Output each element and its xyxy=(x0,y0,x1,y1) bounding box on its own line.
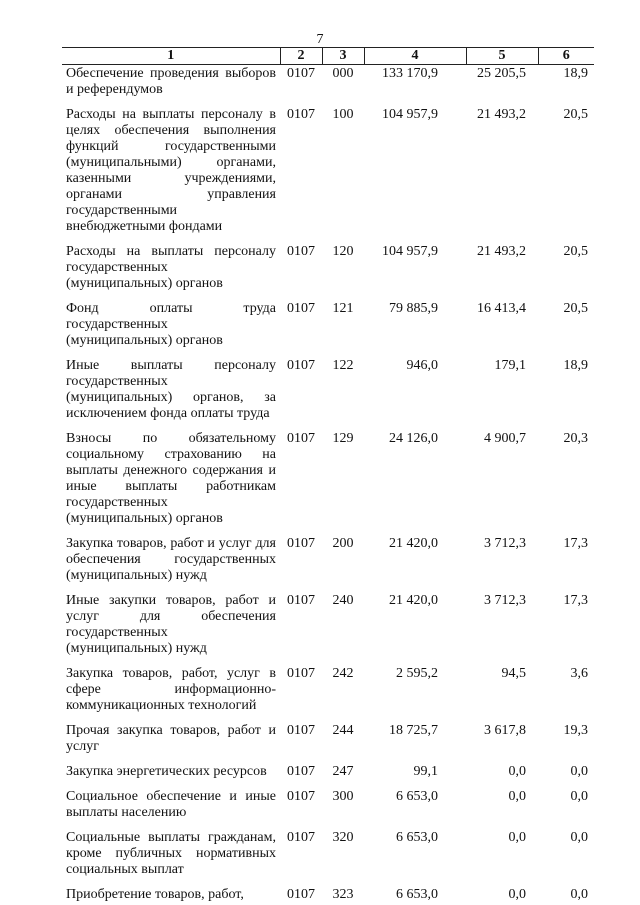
header-row xyxy=(62,48,594,65)
row-name: Расходы на выплаты персоналу государственных (муниципальных) органов xyxy=(66,244,276,291)
row-col-6: 18,9 xyxy=(563,358,588,373)
row-name: Расходы на выплаты персоналу в целях обеспечения выполнения функций государственными (муниципальными) органами, казенными учреждениями, органами управления государственными внебюджетными фондами xyxy=(66,107,276,234)
row-col-5: 4 900,7 xyxy=(484,431,526,446)
row-col-4: 104 957,9 xyxy=(382,107,438,122)
row-col-3: 323 xyxy=(332,887,354,902)
table-row xyxy=(62,422,594,527)
row-col-3: 244 xyxy=(332,723,354,738)
row-name: Фонд оплаты труда государственных (муниципальных) органов xyxy=(66,301,276,348)
row-col-5: 0,0 xyxy=(508,830,526,845)
row-col-2: 0107 xyxy=(287,723,315,738)
table-row xyxy=(62,98,594,235)
row-col-2: 0107 xyxy=(287,830,315,845)
row-col-6: 20,5 xyxy=(563,107,588,122)
row-col-2: 0107 xyxy=(287,887,315,902)
row-col-4: 6 653,0 xyxy=(396,830,438,845)
row-name: Закупка энергетических ресурсов xyxy=(66,764,267,779)
row-col-5: 0,0 xyxy=(508,764,526,779)
row-col-3: 200 xyxy=(332,536,354,551)
row-col-4: 6 653,0 xyxy=(396,789,438,804)
row-col-4: 104 957,9 xyxy=(382,244,438,259)
table-row xyxy=(62,878,594,903)
row-col-4: 133 170,9 xyxy=(382,66,438,81)
row-col-6: 20,5 xyxy=(563,301,588,316)
row-col-5: 0,0 xyxy=(508,789,526,804)
row-col-3: 120 xyxy=(332,244,354,259)
table-row xyxy=(62,584,594,657)
row-col-5: 21 493,2 xyxy=(477,244,526,259)
row-col-4: 946,0 xyxy=(406,358,438,373)
row-col-5: 25 205,5 xyxy=(477,66,526,81)
row-col-4: 21 420,0 xyxy=(389,536,438,551)
table-row xyxy=(62,349,594,422)
header-col-5: 5 xyxy=(466,48,538,65)
row-col-4: 99,1 xyxy=(413,764,438,779)
row-col-2: 0107 xyxy=(287,536,315,551)
row-col-3: 129 xyxy=(332,431,354,446)
table-header xyxy=(62,48,594,65)
row-col-5: 3 712,3 xyxy=(484,593,526,608)
row-col-5: 3 617,8 xyxy=(484,723,526,738)
row-col-4: 6 653,0 xyxy=(396,887,438,902)
row-col-6: 17,3 xyxy=(563,536,588,551)
table-row xyxy=(62,821,594,878)
row-name: Социальное обеспечение и иные выплаты населению xyxy=(66,789,276,820)
row-col-4: 2 595,2 xyxy=(396,666,438,681)
row-col-6: 0,0 xyxy=(570,789,588,804)
row-col-2: 0107 xyxy=(287,244,315,259)
row-col-2: 0107 xyxy=(287,358,315,373)
table-row xyxy=(62,755,594,780)
table-row xyxy=(62,527,594,584)
row-col-2: 0107 xyxy=(287,301,315,316)
table-row xyxy=(62,65,594,99)
row-col-3: 121 xyxy=(332,301,354,316)
row-name: Иные закупки товаров, работ и услуг для обеспечения государственных (муниципальных) нужд xyxy=(66,593,276,656)
row-col-6: 0,0 xyxy=(570,887,588,902)
table-row xyxy=(62,235,594,292)
table-row xyxy=(62,714,594,755)
row-col-2: 0107 xyxy=(287,593,315,608)
row-col-3: 300 xyxy=(332,789,354,804)
row-col-6: 3,6 xyxy=(570,666,588,681)
row-col-6: 0,0 xyxy=(570,830,588,845)
row-col-3: 320 xyxy=(332,830,354,845)
row-col-2: 0107 xyxy=(287,107,315,122)
header-col-3: 3 xyxy=(322,48,364,65)
row-col-2: 0107 xyxy=(287,789,315,804)
table-body xyxy=(62,65,594,904)
row-col-5: 0,0 xyxy=(508,887,526,902)
row-col-6: 20,5 xyxy=(563,244,588,259)
row-name: Прочая закупка товаров, работ и услуг xyxy=(66,723,276,754)
row-col-5: 16 413,4 xyxy=(477,301,526,316)
row-name: Взносы по обязательному социальному страхованию на выплаты денежного содержания и иные выплаты работникам государственных (муниципальных) органов xyxy=(66,431,276,526)
page-number: 7 xyxy=(316,32,324,47)
row-col-2: 0107 xyxy=(287,764,315,779)
row-col-6: 19,3 xyxy=(563,723,588,738)
row-col-5: 3 712,3 xyxy=(484,536,526,551)
row-name: Закупка товаров, работ, услуг в сфере информационно-коммуникационных технологий xyxy=(66,666,276,713)
row-col-3: 122 xyxy=(332,358,354,373)
row-name: Приобретение товаров, работ, xyxy=(66,887,244,902)
row-col-4: 24 126,0 xyxy=(389,431,438,446)
row-col-2: 0107 xyxy=(287,66,315,81)
row-col-5: 179,1 xyxy=(494,358,526,373)
row-col-2: 0107 xyxy=(287,431,315,446)
header-col-4: 4 xyxy=(364,48,466,65)
row-col-4: 79 885,9 xyxy=(389,301,438,316)
row-col-5: 21 493,2 xyxy=(477,107,526,122)
row-col-5: 94,5 xyxy=(501,666,526,681)
row-name: Закупка товаров, работ и услуг для обеспечения государственных (муниципальных) нужд xyxy=(66,536,276,583)
row-name: Социальные выплаты гражданам, кроме публичных нормативных социальных выплат xyxy=(66,830,276,877)
header-col-1: 1 xyxy=(62,48,280,65)
row-col-6: 17,3 xyxy=(563,593,588,608)
row-col-3: 100 xyxy=(332,107,354,122)
row-col-2: 0107 xyxy=(287,666,315,681)
header-col-6: 6 xyxy=(538,48,594,65)
row-col-3: 000 xyxy=(332,66,354,81)
row-col-4: 18 725,7 xyxy=(389,723,438,738)
budget-table xyxy=(62,47,594,903)
table-row xyxy=(62,780,594,821)
table-row xyxy=(62,657,594,714)
row-col-3: 242 xyxy=(332,666,354,681)
table-row xyxy=(62,292,594,349)
row-col-4: 21 420,0 xyxy=(389,593,438,608)
header-col-2: 2 xyxy=(280,48,322,65)
row-name: Иные выплаты персоналу государственных (муниципальных) органов, за исключением фонда оплаты труда xyxy=(66,358,276,421)
row-col-6: 0,0 xyxy=(570,764,588,779)
row-col-6: 20,3 xyxy=(563,431,588,446)
row-col-3: 240 xyxy=(332,593,354,608)
row-col-3: 247 xyxy=(332,764,354,779)
row-col-6: 18,9 xyxy=(563,66,588,81)
row-name: Обеспечение проведения выборов и референдумов xyxy=(66,66,276,97)
